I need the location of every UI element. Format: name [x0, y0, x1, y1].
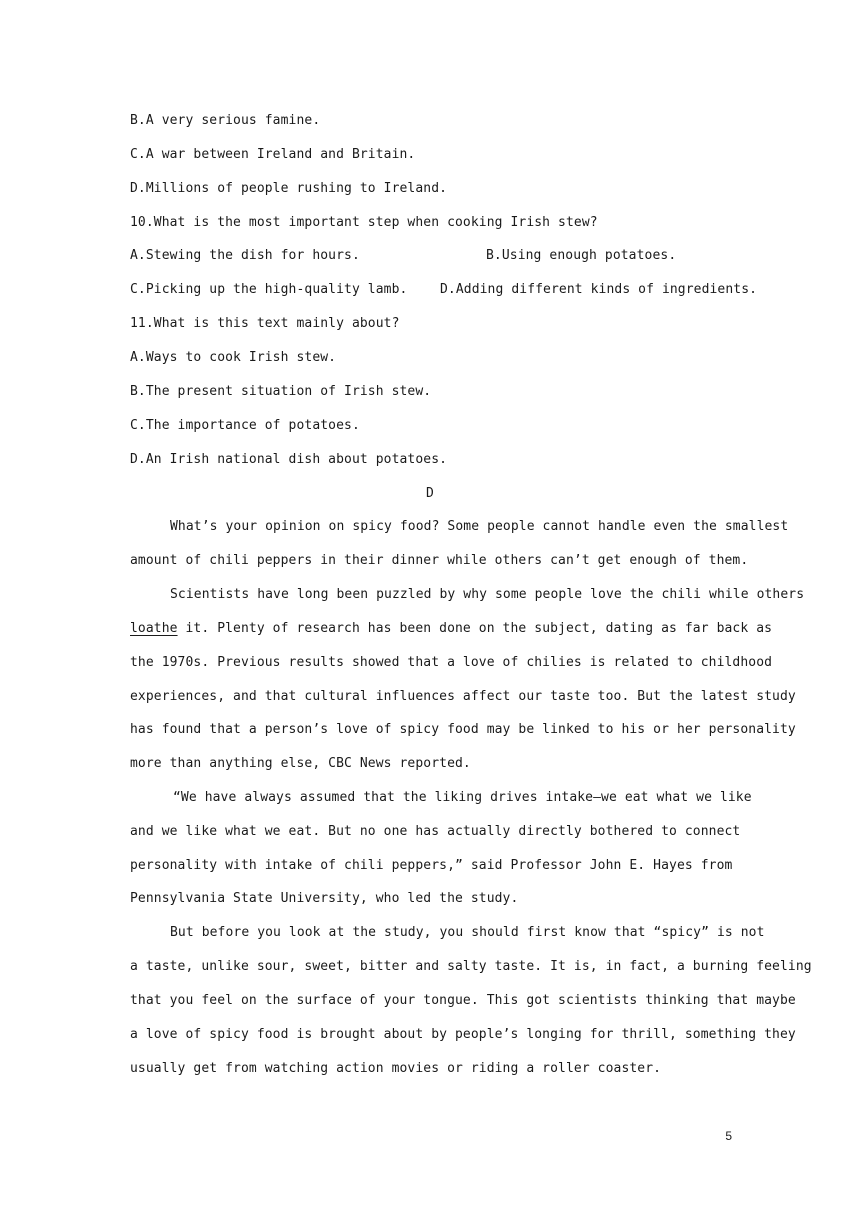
- q11-question: 11.What is this text mainly about?: [130, 316, 400, 331]
- passage-line: personality with intake of chili peppers,” said Professor John E. Hayes from: [130, 858, 733, 873]
- passage-line: amount of chili peppers in their dinner while others can’t get enough of them.: [130, 553, 749, 568]
- q10-option-a: A.Stewing the dish for hours.: [130, 248, 360, 263]
- q10-options-row-1: [130, 246, 730, 266]
- passage-line: Pennsylvania State University, who led the study.: [130, 891, 519, 906]
- q10-option-d: D.Adding different kinds of ingredients.: [440, 282, 758, 297]
- page-number: 5: [725, 1129, 732, 1143]
- q10-options-row-2: [130, 280, 758, 300]
- q11-option-b: B.The present situation of Irish stew.: [130, 384, 432, 399]
- q11-option-c: C.The importance of potatoes.: [130, 418, 360, 433]
- q11-option-a: A.Ways to cook Irish stew.: [130, 350, 337, 365]
- q9-option-b: B.A very serious famine.: [130, 113, 321, 128]
- passage-line: [130, 619, 773, 639]
- passage-line: a love of spicy food is brought about by people’s longing for thrill, something they: [130, 1027, 796, 1042]
- passage-line: and we like what we eat. But no one has actually directly bothered to connect: [130, 824, 741, 839]
- q10-option-b: B.Using enough potatoes.: [486, 248, 677, 263]
- passage-line: a taste, unlike sour, sweet, bitter and salty taste. It is, in fact, a burning feeling: [130, 959, 812, 974]
- passage-line: experiences, and that cultural influences affect our taste too. But the latest study: [130, 689, 796, 704]
- passage-line: “We have always assumed that the liking drives intake—we eat what we like: [173, 790, 752, 805]
- passage-line: the 1970s. Previous results showed that a love of chilies is related to childhood: [130, 655, 773, 670]
- passage-line: has found that a person’s love of spicy food may be linked to his or her personality: [130, 722, 796, 737]
- underlined-word: loathe: [130, 621, 178, 636]
- q10-question: 10.What is the most important step when cooking Irish stew?: [130, 215, 598, 230]
- q11-option-d: D.An Irish national dish about potatoes.: [130, 452, 448, 467]
- section-label: D: [426, 486, 434, 501]
- passage-line: But before you look at the study, you should first know that “spicy” is not: [170, 925, 765, 940]
- passage-line: What’s your opinion on spicy food? Some people cannot handle even the smallest: [170, 519, 789, 534]
- q9-option-c: C.A war between Ireland and Britain.: [130, 147, 416, 162]
- passage-line: Scientists have long been puzzled by why some people love the chili while others: [170, 587, 805, 602]
- q9-option-d: D.Millions of people rushing to Ireland.: [130, 181, 448, 196]
- passage-line: usually get from watching action movies or riding a roller coaster.: [130, 1061, 662, 1076]
- q10-option-c: C.Picking up the high-quality lamb.: [130, 282, 408, 297]
- passage-line-rest: it. Plenty of research has been done on the subject, dating as far back as: [177, 621, 773, 636]
- passage-line: that you feel on the surface of your tongue. This got scientists thinking that maybe: [130, 993, 796, 1008]
- passage-line: more than anything else, CBC News reported.: [130, 756, 471, 771]
